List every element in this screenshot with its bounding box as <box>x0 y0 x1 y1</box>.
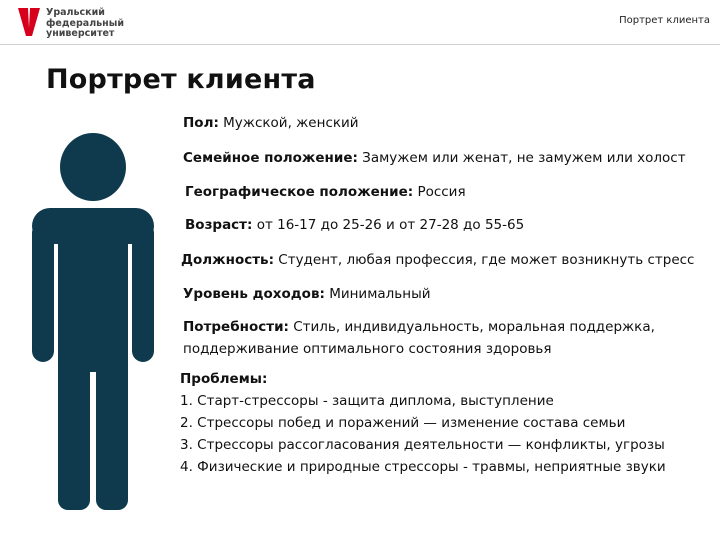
field-needs-line-1 <box>183 316 720 338</box>
field-marital <box>183 147 686 169</box>
field-income <box>183 283 431 305</box>
field-needs-value: Стиль, индивидуальность, моральная поддержка, <box>293 319 655 335</box>
header-page-label: Портрет клиента <box>619 15 710 26</box>
field-geo <box>185 181 466 203</box>
field-marital-label: Семейное положение: <box>183 150 358 166</box>
field-needs-value-line-2: поддерживание оптимального состояния здоровья <box>183 341 552 357</box>
university-logo-icon <box>14 6 44 40</box>
logo-line-1: Уральский <box>46 7 105 18</box>
logo-line-2: федеральный <box>46 17 124 29</box>
field-position-label: Должность: <box>181 252 274 268</box>
university-name <box>46 8 124 40</box>
person-silhouette-icon <box>28 130 158 520</box>
field-geo-label: Географическое положение: <box>185 184 414 200</box>
field-age <box>185 214 524 236</box>
problem-item-1: 1. Старт-стрессоры - защита диплома, выступление <box>180 393 554 409</box>
problem-item-2: 2. Стрессоры побед и поражений — изменение состава семьи <box>180 415 626 431</box>
field-position-value: Студент, любая профессия, где может возникнуть стресс <box>278 252 695 268</box>
field-position <box>181 249 694 271</box>
field-gender-value: Мужской, женский <box>223 115 359 131</box>
field-income-label: Уровень доходов: <box>183 286 325 302</box>
field-age-label: Возраст: <box>185 217 253 233</box>
field-age-value: от 16-17 до 25-26 и от 27-28 до 55-65 <box>256 217 525 233</box>
problems-block <box>180 368 720 478</box>
field-needs-label: Потребности: <box>183 319 289 335</box>
page-title: Портрет клиента <box>46 64 316 95</box>
problem-item-3: 3. Стрессоры рассогласования деятельности — конфликты, угрозы <box>180 437 665 453</box>
field-needs <box>183 316 720 360</box>
logo-line-3: университет <box>46 28 115 39</box>
field-geo-value: Россия <box>417 184 466 200</box>
problems-label: Проблемы: <box>180 371 268 387</box>
problem-item-4: 4. Физические и природные стрессоры - травмы, неприятные звуки <box>180 459 666 475</box>
field-marital-value: Замужем или женат, не замужем или холост <box>362 150 686 166</box>
field-income-value: Минимальный <box>329 286 431 302</box>
header-divider <box>0 44 720 45</box>
field-gender-label: Пол: <box>183 115 219 131</box>
field-gender <box>183 112 359 134</box>
